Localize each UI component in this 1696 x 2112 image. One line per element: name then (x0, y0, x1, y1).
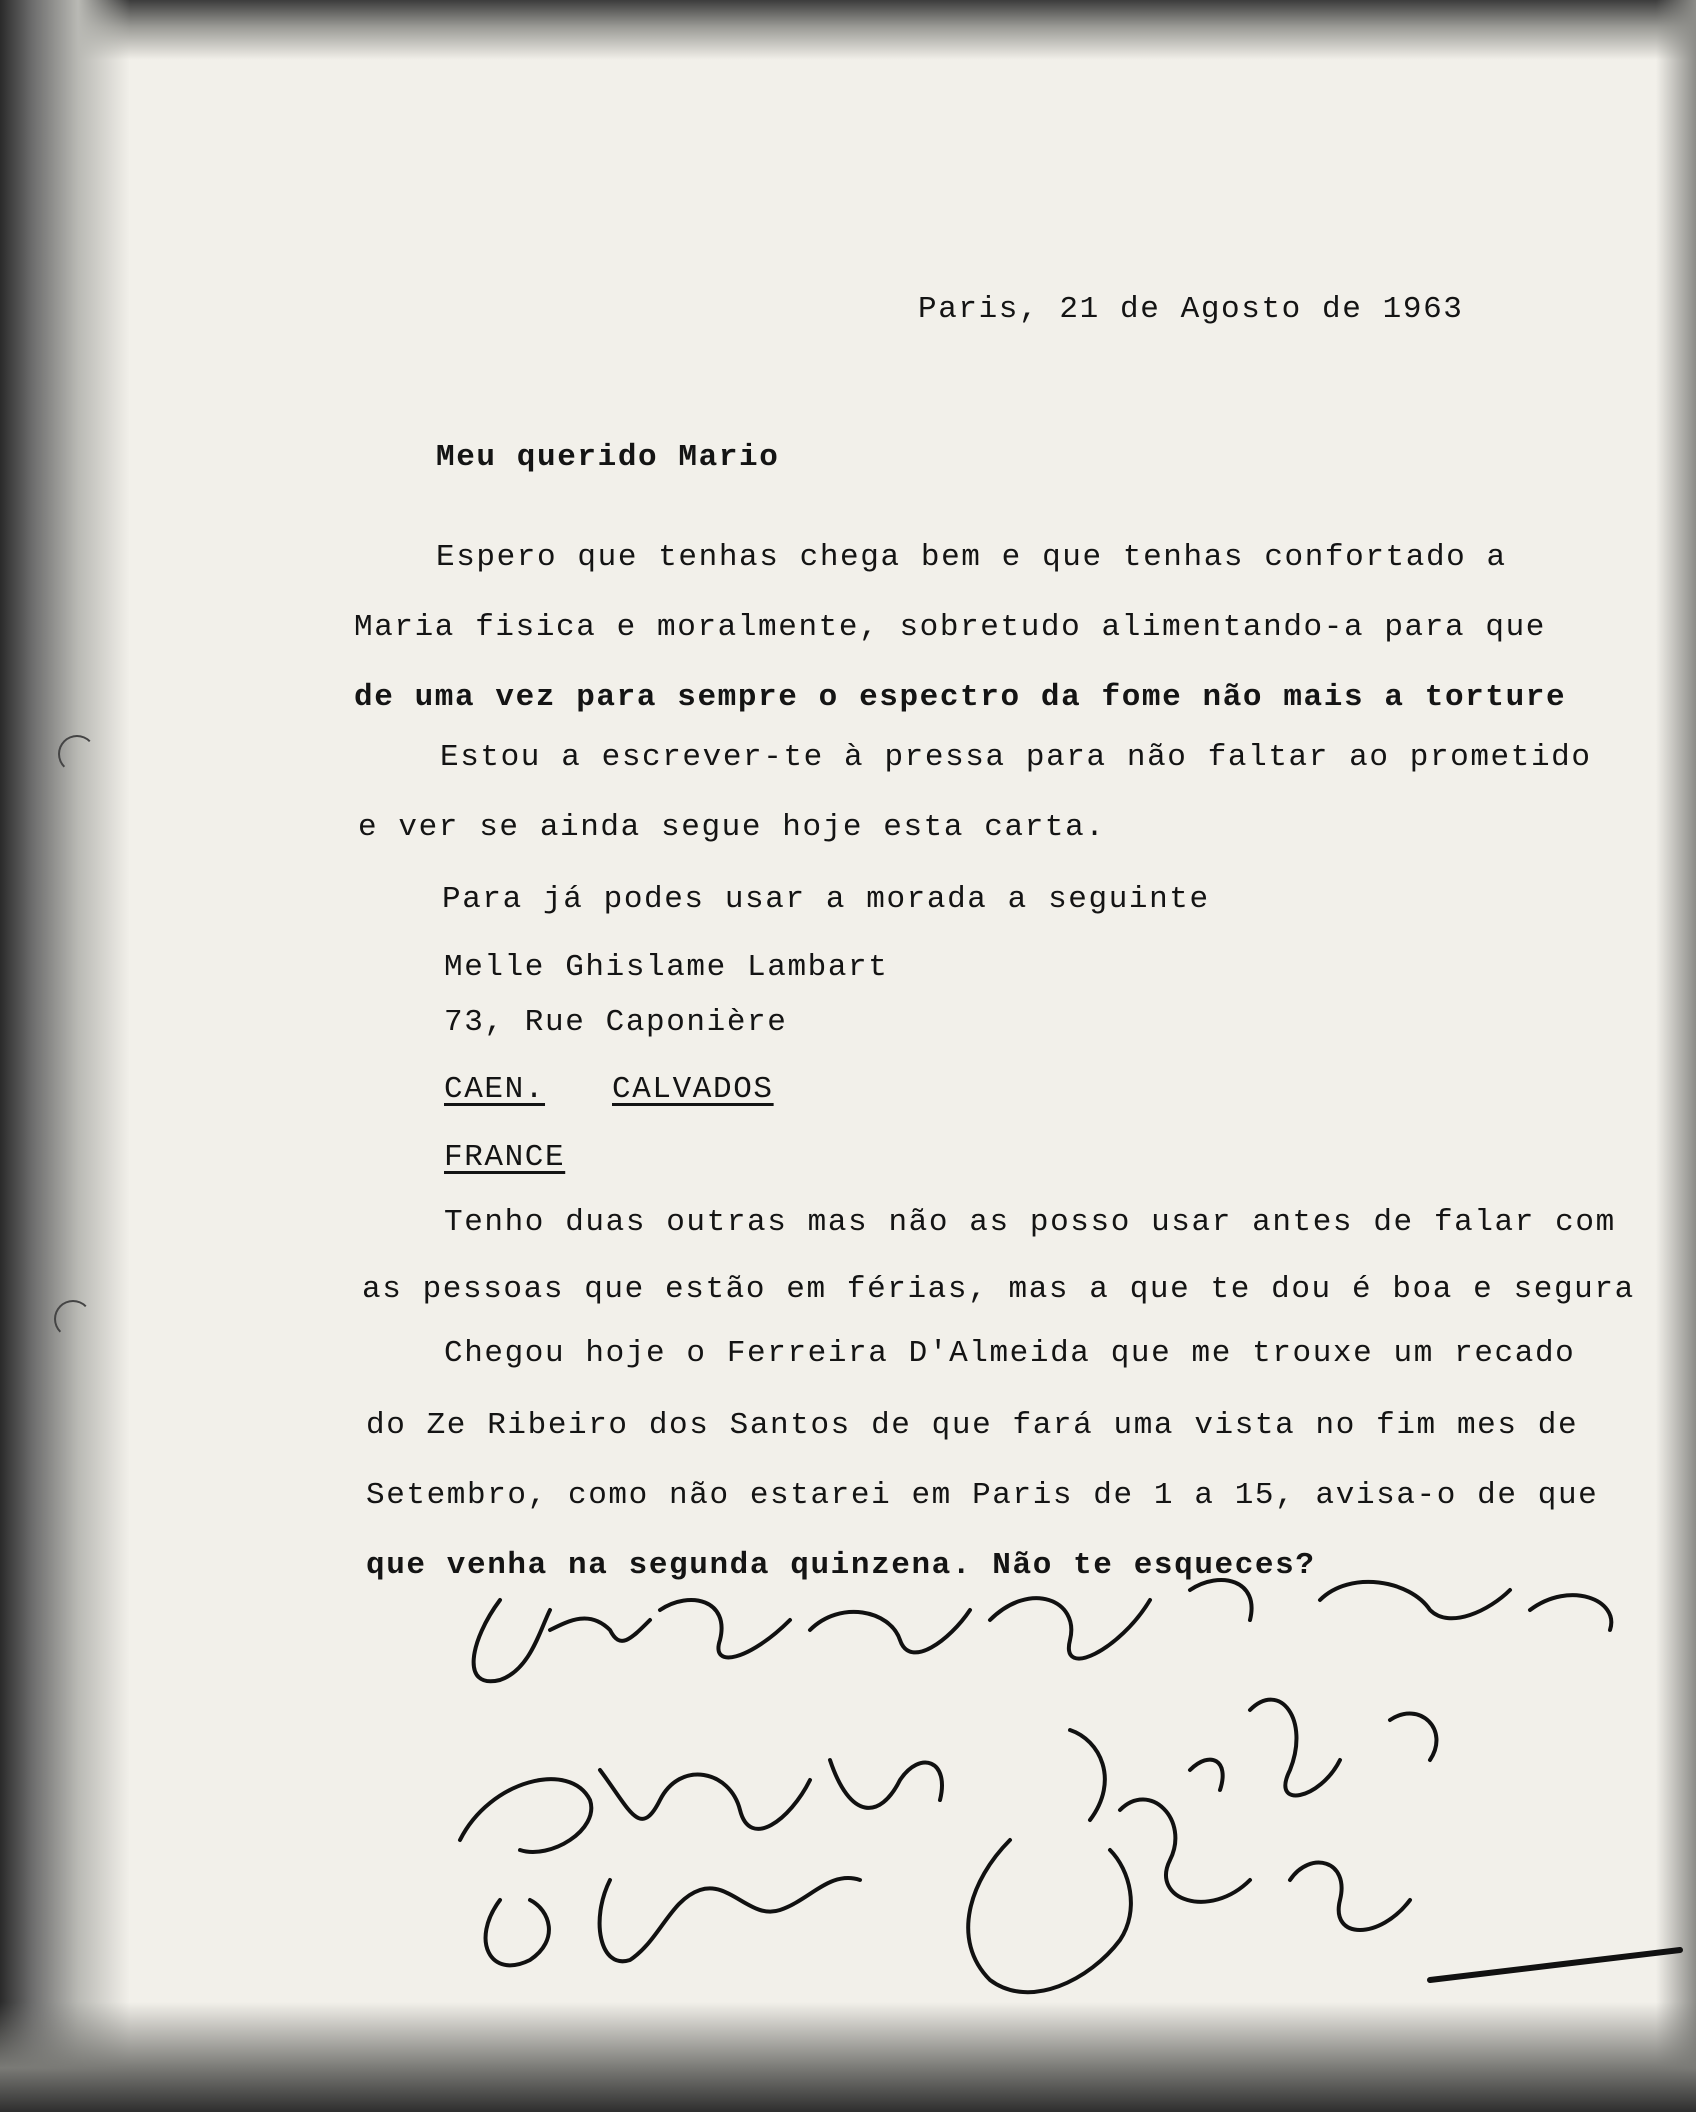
body-line: Estou a escrever-te à pressa para não faltar ao prometido (440, 740, 1592, 775)
date-line: Paris, 21 de Agosto de 1963 (918, 292, 1464, 327)
body-line: Espero que tenhas chega bem e que tenhas confortado a (436, 540, 1507, 575)
address-country: FRANCE (444, 1140, 566, 1175)
punch-hole-mark (54, 1300, 92, 1338)
body-line: que venha na segunda quinzena. Não te esqueces? (366, 1548, 1316, 1583)
body-line: do Ze Ribeiro dos Santos de que fará uma vista no fim mes de (366, 1408, 1579, 1443)
scan-edge-left (0, 0, 130, 2112)
body-line: Tenho duas outras mas não as posso usar antes de falar com (444, 1205, 1616, 1240)
address-name: Melle Ghislame Lambart (444, 950, 889, 985)
scan-edge-top (0, 0, 1696, 60)
address-street: 73, Rue Caponière (444, 1005, 788, 1040)
body-line: e ver se ainda segue hoje esta carta. (358, 810, 1106, 845)
address-region: CALVADOS (612, 1072, 774, 1107)
body-line: de uma vez para sempre o espectro da fome não mais a torture (354, 680, 1567, 715)
salutation: Meu querido Mario (436, 440, 780, 475)
handwritten-signature (430, 1520, 1690, 2020)
body-line: Setembro, como não estarei em Paris de 1 a 15, avisa-o de que (366, 1478, 1599, 1513)
punch-hole-mark (58, 735, 96, 773)
body-line: Maria fisica e moralmente, sobretudo alimentando-a para que (354, 610, 1546, 645)
body-line: Chegou hoje o Ferreira D'Almeida que me trouxe um recado (444, 1336, 1576, 1371)
address-intro: Para já podes usar a morada a seguinte (442, 882, 1210, 917)
address-city: CAEN. (444, 1072, 546, 1107)
body-line: as pessoas que estão em férias, mas a que te dou é boa e segura (362, 1272, 1635, 1307)
